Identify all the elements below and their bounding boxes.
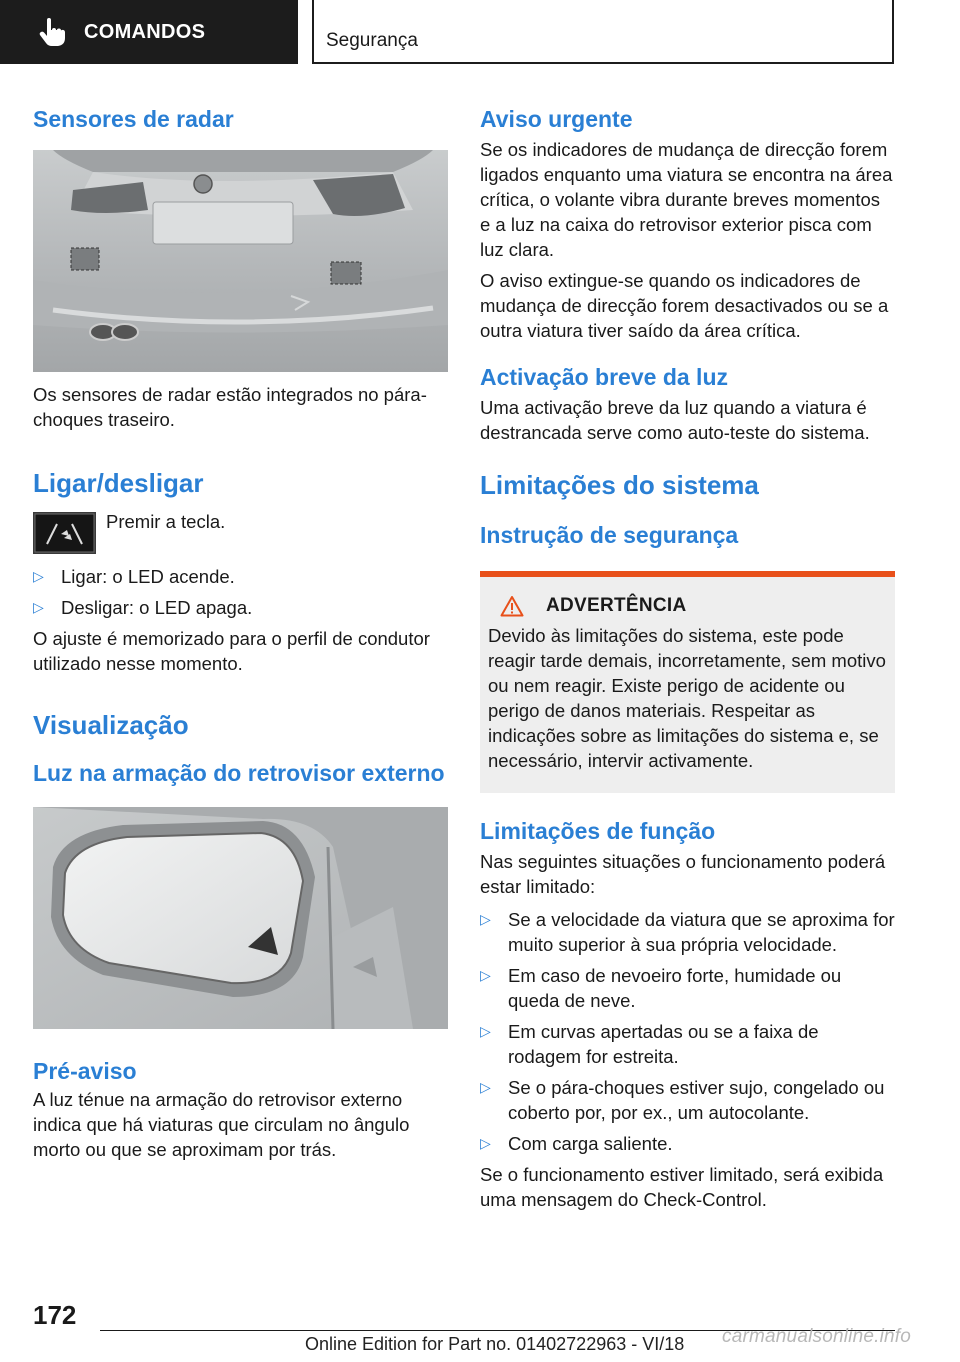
warning-title — [488, 595, 887, 617]
function-limits-text: Nas seguintes situações o funcionamento poderá estar limitado: — [480, 851, 886, 897]
triangle-bullet-icon: ▷ — [480, 1079, 491, 1095]
triangle-bullet-icon: ▷ — [480, 1135, 491, 1151]
mirror-light-heading: Luz na armação do retrovisor externo — [33, 760, 445, 786]
warning-label: ADVERTÊNCIA — [546, 595, 687, 616]
list-item: ▷ Com carga saliente. — [480, 1133, 673, 1154]
car-rear-image — [33, 150, 448, 372]
function-limits-heading: Limitações de função — [480, 818, 716, 844]
list-item: ▷ Ligar: o LED acende. — [33, 566, 235, 587]
safety-instruction-heading: Instrução de segurança — [480, 522, 739, 548]
function-limits-list — [480, 907, 895, 1156]
left-column — [33, 100, 448, 1162]
settings-text: O ajuste é memorizado para o perfil de condutor utilizado nesse momento. — [33, 628, 430, 674]
press-key-text: Premir a tecla. — [106, 511, 226, 532]
edition-text: Online Edition for Part no. 01402722963 - VI/18 — [305, 1334, 685, 1354]
triangle-bullet-icon: ▷ — [33, 568, 44, 584]
triangle-bullet-icon: ▷ — [33, 599, 44, 615]
triangle-bullet-icon: ▷ — [480, 1023, 491, 1039]
brief-activation-heading: Activação breve da luz — [480, 364, 728, 390]
list-item: ▷ Em caso de nevoeiro forte, humidade ou queda de neve. — [480, 965, 842, 1011]
urgent-warning-heading: Aviso urgente — [480, 106, 633, 132]
list-item: ▷ Desligar: o LED apaga. — [33, 597, 253, 618]
pre-warning-text: A luz ténue na armação do retrovisor externo indica que há viaturas que circulam no ângulo morto ou que se aproximam por trás. — [33, 1089, 410, 1160]
radar-sensors-heading: Sensores de radar — [33, 106, 234, 132]
list-item: ▷ Se o pára-choques estiver sujo, congelado ou coberto por, por ex., um autocolante. — [480, 1077, 885, 1123]
chapter-box — [312, 0, 894, 64]
pre-warning-heading: Pré-aviso — [33, 1058, 137, 1084]
warning-box — [480, 571, 895, 793]
on-off-heading: Ligar/desligar — [33, 468, 204, 498]
section-tab — [0, 0, 298, 64]
page-number: 172 — [33, 1300, 77, 1330]
warning-triangle-icon — [500, 595, 524, 617]
urgent-text-1: Se os indicadores de mudança de direcção forem ligados enquanto uma viatura se encontra na área crítica, o volante vibra durante breves momentos e a luz na caixa do retrovisor exterior pisca com luz clara. — [480, 139, 893, 260]
radar-text: Os sensores de radar estão integrados no pára-choques traseiro. — [33, 384, 427, 430]
blind-spot-button-icon — [33, 512, 96, 554]
watermark: carmanualsonline.info — [722, 1326, 912, 1347]
page-header — [0, 0, 960, 66]
display-heading: Visualização — [33, 710, 189, 740]
urgent-text-2: O aviso extingue-se quando os indicadores de mudança de direcção forem desactivados ou se a outra viatura tiver saído da área crítica. — [480, 270, 889, 341]
side-mirror-image — [33, 807, 448, 1029]
right-column — [480, 100, 895, 1212]
hand-pointer-icon — [38, 17, 66, 47]
function-limits-end: Se o funcionamento estiver limitado, será exibida uma mensagem do Check-Control. — [480, 1164, 884, 1210]
triangle-bullet-icon: ▷ — [480, 911, 491, 927]
button-instruction — [33, 509, 448, 554]
brief-activation-text: Uma activação breve da luz quando a viatura é destrancada serve como auto-teste do sistema. — [480, 397, 870, 443]
list-item: ▷ Em curvas apertadas ou se a faixa de rodagem for estreita. — [480, 1021, 819, 1067]
chapter-label: Segurança — [326, 30, 418, 51]
on-off-list — [33, 564, 448, 620]
section-label: COMANDOS — [84, 20, 206, 43]
system-limits-heading: Limitações do sistema — [480, 470, 759, 500]
list-item: ▷ Se a velocidade da viatura que se aproxima for muito superior à sua própria velocidade. — [480, 909, 895, 955]
warning-text: Devido às limitações do sistema, este pode reagir tarde demais, incorretamente, sem motivo ou nem reagir. Existe perigo de acidente ou perigo de danos materiais. Respeitar as indicações sobre as limitações do sistema e, se necessário, intervir activamente. — [488, 625, 886, 771]
triangle-bullet-icon: ▷ — [480, 967, 491, 983]
